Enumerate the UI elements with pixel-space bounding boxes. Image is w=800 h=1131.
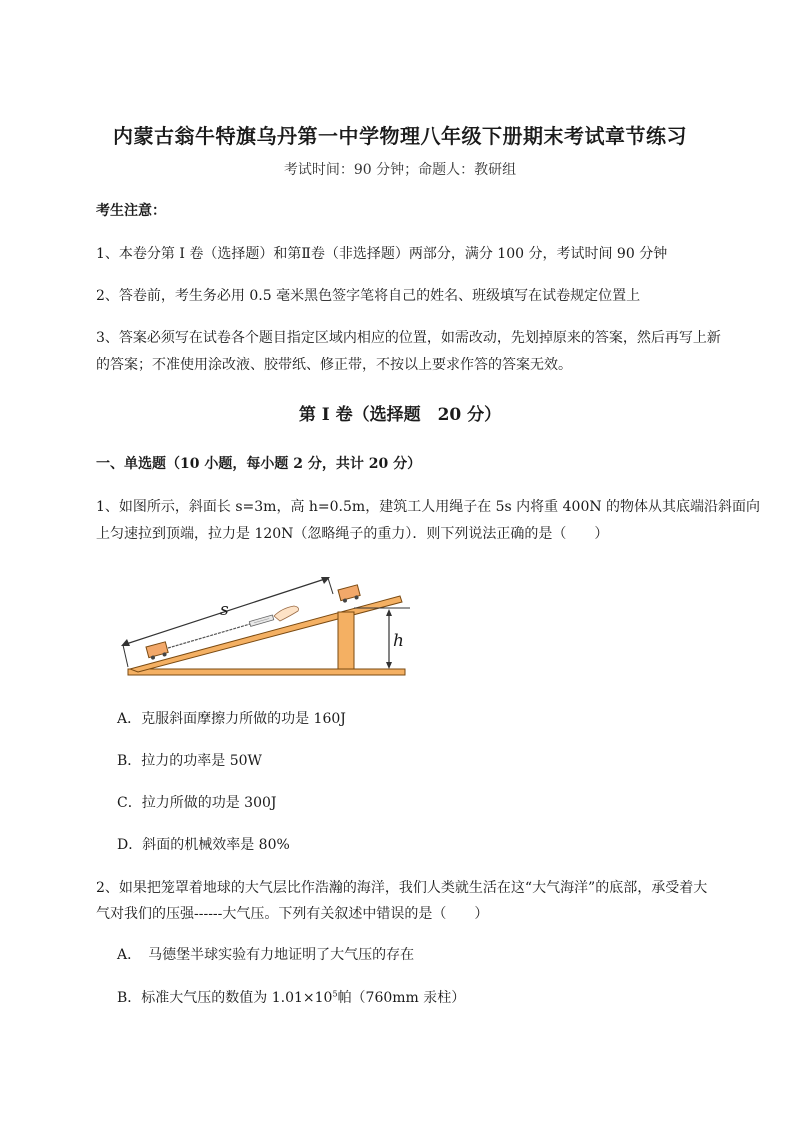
notice-heading: 考生注意： — [96, 203, 166, 219]
inclined-plane-figure — [118, 568, 418, 683]
exam-subtitle: 考试时间：90 分钟；命题人：教研组 — [283, 162, 517, 178]
option-b-text: B．标准大气压的数值为 1.01×10 — [117, 990, 333, 1006]
height-arrow-head-top — [386, 609, 392, 616]
bottom-cart — [146, 642, 169, 661]
height-arrow-head-bottom — [386, 662, 392, 669]
part-heading: 一、单选题（10 小题，每小题 2 分，共计 20 分） — [96, 456, 422, 472]
question-2-stem-line-2: 气对我们的压强------大气压。下列有关叙述中错误的是（ ） — [96, 906, 489, 922]
question-1-stem-line-2: 上匀速拉到顶端，拉力是 120N（忽略绳子的重力）．则下列说法正确的是（ ） — [96, 526, 609, 542]
question-1-option-b: B．拉力的功率是 50W — [117, 753, 262, 769]
question-1-option-c: C．拉力所做的功是 300J — [117, 795, 277, 811]
notice-item-2: 2、答卷前，考生务必用 0.5 毫米黑色签字笔将自己的姓名、班级填写在试卷规定位置上 — [96, 288, 641, 304]
question-1-option-d: D．斜面的机械效率是 80% — [117, 837, 290, 853]
slope-arrow-head-bottom — [121, 639, 130, 646]
label-s: s — [220, 600, 229, 620]
base-plank — [128, 669, 405, 675]
question-2-option-a: A． 马德堡半球实验有力地证明了大气压的存在 — [117, 947, 415, 963]
question-2-option-b — [117, 986, 465, 1010]
exam-title: 内蒙古翁牛特旗乌丹第一中学物理八年级下册期末考试章节练习 — [113, 124, 687, 148]
slope-arrow-tick-top — [328, 578, 333, 594]
notice-item-3: 3、答案必须写在试卷各个题目指定区域内相应的位置，如需改动，先划掉原来的答案，然后再写上新 — [96, 330, 721, 346]
incline-board — [130, 596, 402, 672]
label-h: h — [393, 631, 404, 651]
slope-arrow-tick-bottom — [123, 645, 128, 667]
support-post — [338, 612, 354, 669]
notice-item-1: 1、本卷分第 I 卷（选择题）和第Ⅱ卷（非选择题）两部分，满分 100 分，考试时间 90 分钟 — [96, 246, 668, 262]
spring-scale — [249, 615, 273, 626]
option-b-unit: 帕（760mm 汞柱） — [337, 990, 466, 1006]
top-cart — [338, 585, 361, 604]
option-b-exponent: 5 — [332, 989, 338, 999]
hand — [274, 606, 299, 621]
question-1-stem-line-1: 1、如图所示，斜面长 s=3m，高 h=0.5m，建筑工人用绳子在 5s 内将重 400N 的物体从其底端沿斜面向 — [96, 499, 761, 515]
section-title: 第 I 卷（选择题 20 分） — [298, 405, 502, 425]
question-1-option-a: A．克服斜面摩擦力所做的功是 160J — [117, 711, 346, 727]
notice-item-3-cont: 的答案；不准使用涂改液、胶带纸、修正带，不按以上要求作答的答案无效。 — [96, 357, 572, 373]
question-2-stem-line-1: 2、如果把笼罩着地球的大气层比作浩瀚的海洋，我们人类就生活在这“大气海洋”的底部，承受着大 — [96, 880, 708, 896]
